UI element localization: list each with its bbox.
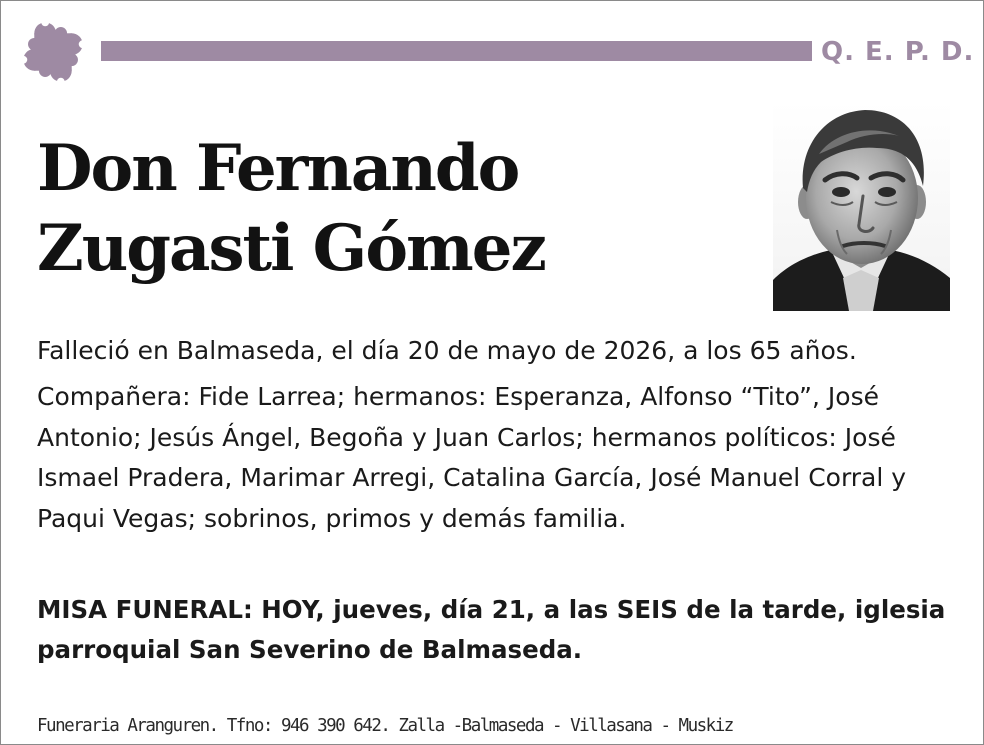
family-list: Compañera: Fide Larrea; hermanos: Esperanza, Alfonso “Tito”, José Antonio; Jesús Ángel, Begoña y Juan Carlos; hermanos políticos: José Ismael Pradera, Marimar Arregi, Catalina García, José Manuel Corral y Paqui Vegas; sobrinos, primos y demás familia. (37, 382, 907, 533)
portrait-photo (773, 102, 950, 311)
name-line-1: Don Fernando (37, 131, 519, 206)
funeral-home-footer: Funeraria Aranguren. Tfno: 946 390 642. Zalla -Balmaseda - Villasana - Muskiz (37, 716, 733, 736)
qepd-label: Q. E. P. D. (821, 37, 975, 67)
funeral-announcement: MISA FUNERAL: HOY, jueves, día 21, a las SEIS de la tarde, iglesia parroquial San Severino de Balmaseda. (37, 595, 946, 664)
deceased-name (37, 129, 757, 289)
header-divider-bar (101, 41, 812, 61)
death-notice: Falleció en Balmaseda, el día 20 de mayo de 2026, a los 65 años. (37, 336, 857, 365)
lauburu-icon (14, 13, 92, 91)
name-line-2: Zugasti Gómez (37, 211, 545, 286)
